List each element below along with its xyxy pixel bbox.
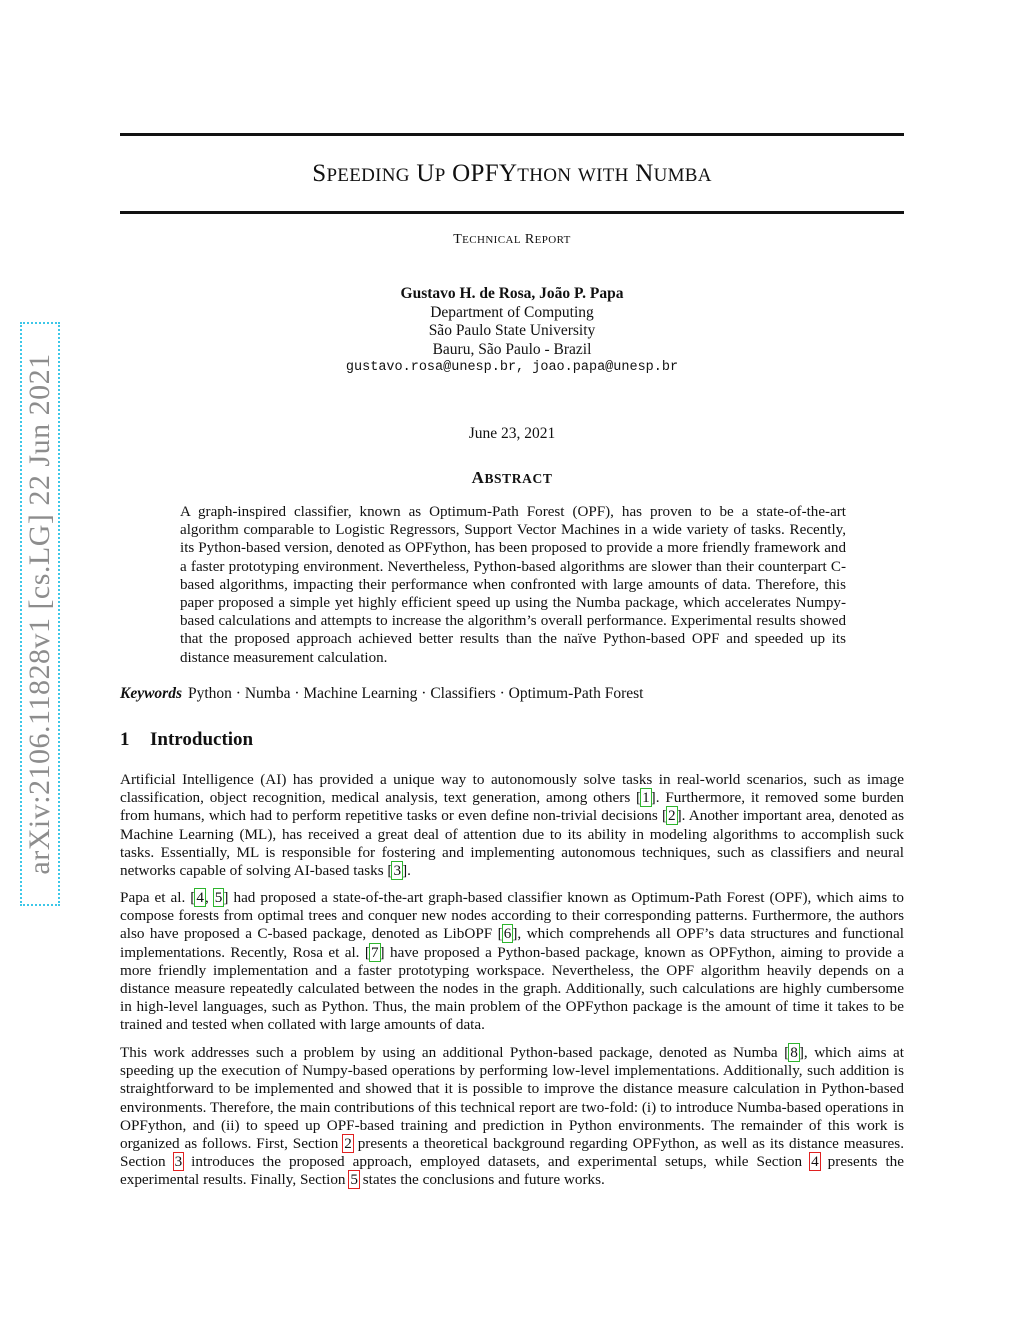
author-location: Bauru, São Paulo - Brazil xyxy=(432,340,592,358)
author-emails[interactable]: gustavo.rosa@unesp.br, joao.papa@unesp.br xyxy=(345,360,679,375)
section-link[interactable]: 4 xyxy=(811,1153,819,1171)
section-link[interactable]: 3 xyxy=(174,1153,183,1171)
citation-link[interactable]: 8 xyxy=(790,1044,798,1061)
section-heading-introduction: 1 Introduction xyxy=(120,729,254,750)
author-names: Gustavo H. de Rosa, João P. Papa xyxy=(400,285,624,302)
citation-link[interactable]: 4 xyxy=(196,889,204,906)
keywords-line xyxy=(120,685,904,703)
citation-link[interactable]: 2 xyxy=(668,807,676,825)
section-link[interactable]: 2 xyxy=(344,1135,352,1153)
citation-link[interactable]: 1 xyxy=(642,789,650,807)
keywords-label: Keywords xyxy=(120,685,182,702)
intro-paragraph-1: Artificial Intelligence (AI) has provided a unique way to autonomously solve tasks in real-world scenarios, such as image classification, object recognition, medical analysis, text generation, among others [1]. Furthermore, it removed some burden from humans, which had to perform repetitive tasks or even define non-trivial decisions [2]. Another important area, denoted as Machine Learning (ML), has received a great deal of attention due to its ability in modeling algorithms to accomplish suck tasks. Essentially, ML is responsible for fostering and implementing autonomous techniques, such as classifiers and neural networks capable of solving AI-based tasks [3]. xyxy=(120,771,905,880)
intro-paragraph-2: Papa et al. [4, 5] had proposed a state-of-the-art graph-based classifier known as Optimum-Path Forest (OPF), which aims to compose forests from optimal trees and conquer new nodes according to their corresponding patterns. Furthermore, the authors also have proposed a C-based package, denoted as LibOPF [6], which comprehends all OPF’s data structures and functional implementations. Recently, Rosa et al. [7] have proposed a Python-based package, known as OPFython, aiming to provide a more friendly implementation and a faster prototyping workspace. Nevertheless, the OPF algorithm heavily depends on a distance measure repeatedly calculated between the nodes in the graph. Additionally, such calculations are highly cumbersome in high-level languages, such as Python. Thus, the main problem of the OPFython package is the amount of time it takes to be trained and tested when collated with large amounts of data. xyxy=(120,889,905,1034)
keywords-list: Python · Numba · Machine Learning · Classifiers · Optimum-Path Forest xyxy=(188,685,644,702)
publication-date: June 23, 2021 xyxy=(468,425,556,442)
citation-link[interactable]: 5 xyxy=(214,889,223,906)
title-rule-bottom xyxy=(120,211,904,214)
abstract-heading: ABSTRACT xyxy=(471,468,553,487)
citation-link[interactable]: 6 xyxy=(503,925,512,943)
arxiv-identifier[interactable]: arXiv:2106.11828v1 [cs.LG] 22 Jun 2021 xyxy=(23,353,56,875)
report-type: TECHNICAL REPORT xyxy=(453,232,571,247)
citation-link[interactable]: 3 xyxy=(393,862,402,880)
title-rule-top xyxy=(120,133,904,136)
author-department: Department of Computing xyxy=(430,303,594,321)
section-link[interactable]: 5 xyxy=(350,1171,358,1189)
author-university: São Paulo State University xyxy=(428,322,596,339)
intro-paragraph-3: This work addresses such a problem by using an additional Python-based package, denoted as Numba [8], which aims at speeding up the execution of Numpy-based operations by performing low-level implementations. Additionally, such addition is straightforward to be implemented and showed that it is possible to improve the distance measure calculation in Python-based environments. Therefore, the main contributions of this technical report are two-fold: (i) to introduce Numba-based operations in OPFython, and (ii) to speed up OPF-based training and prediction in Python environments. The remainder of this work is organized as follows. First, Section 2 presents a theoretical background regarding OPFython, as well as its distance measures. Section 3 introduces the proposed approach, employed datasets, and experimental setups, while Section 4 presents the experimental results. Finally, Section 5 states the conclusions and future works. xyxy=(120,1044,905,1189)
abstract-text: A graph-inspired classifier, known as Optimum-Path Forest (OPF), has proven to be a state-of-the-art algorithm comparable to Logistic Regressors, Support Vector Machines in a wide variety of tasks. Recently, its Python-based version, denoted as OPFython, has been proposed to provide a more friendly framework and a faster prototyping environment. Nevertheless, Python-based algorithms are slower than their counterpart C-based algorithms, impacting their performance when confronted with large amounts of data. Therefore, this paper proposed a simple yet highly efficient speed up using the Numba package, which accelerates Numpy-based calculations and attempts to increase the algorithm’s overall performance. Experimental results showed that the proposed approach achieved better results than the naïve Python-based OPF and speeded up its distance measurement calculation. xyxy=(180,504,846,666)
citation-link[interactable]: 7 xyxy=(370,943,379,961)
author-block xyxy=(120,285,904,378)
paper-title: SPEEDING UP OPFYTHON WITH NUMBA xyxy=(312,160,712,187)
